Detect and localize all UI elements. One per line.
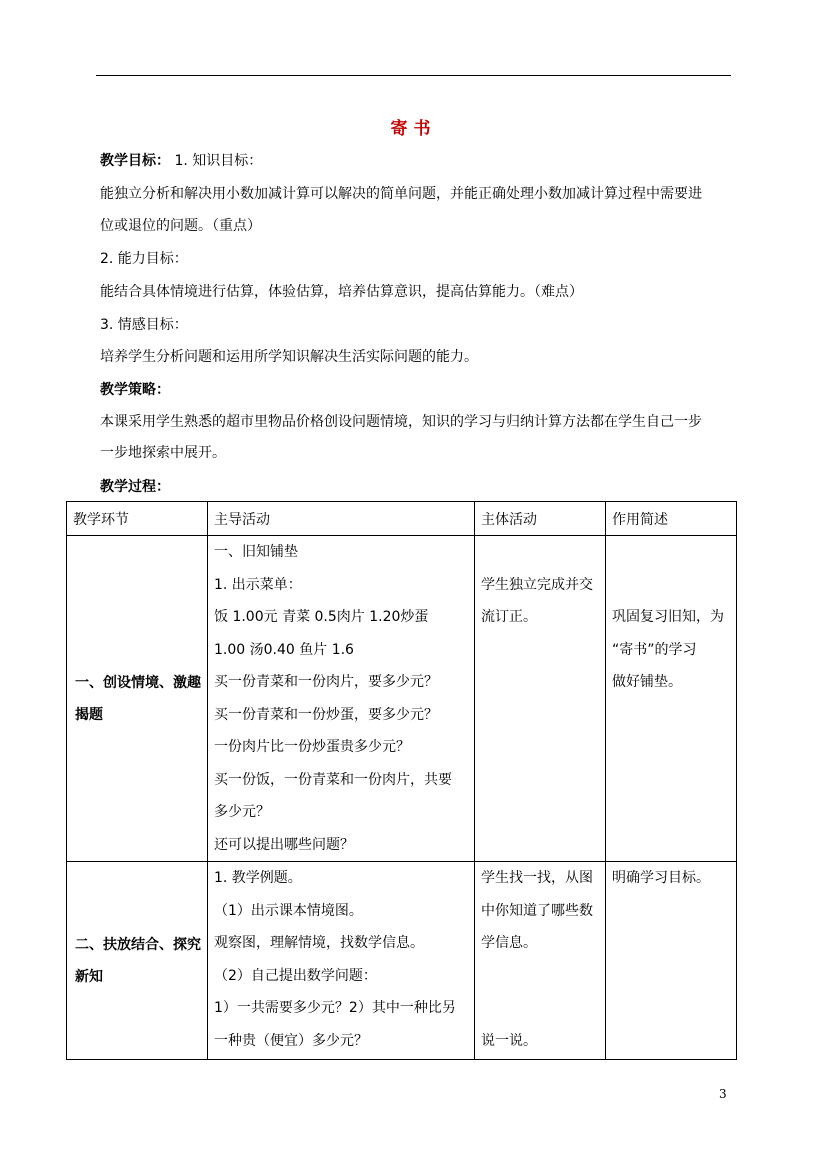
table-header-cell: 主体活动 xyxy=(475,502,606,536)
student-line: 中你知道了哪些数 xyxy=(481,902,593,919)
lead-activity-cell xyxy=(208,862,475,1060)
teaching-process-table xyxy=(66,501,737,1060)
purpose-line xyxy=(612,569,730,602)
student-line: 说一说。 xyxy=(481,1032,537,1049)
header-rule xyxy=(96,75,731,76)
goal2-text: 能结合具体情境进行估算，体验估算，培养估算意识，提高估算能力。（难点） xyxy=(100,284,583,300)
goal1-label: 1. 知识目标： xyxy=(174,153,263,169)
strategy-heading: 教学策略： xyxy=(100,382,170,398)
student-line: 学生独立完成并交 xyxy=(481,576,593,593)
purpose-line xyxy=(612,536,730,569)
stage-cell: 一、创设情境、激趣揭题 xyxy=(67,536,208,862)
goal3-label: 3. 情感目标： xyxy=(100,317,188,333)
student-line: 流订正。 xyxy=(481,609,537,625)
lead-line: 一、旧知铺垫 xyxy=(214,544,298,560)
process-heading: 教学过程： xyxy=(100,479,170,495)
goal2-label: 2. 能力目标： xyxy=(100,251,188,267)
table-header-cell: 主导活动 xyxy=(208,502,475,536)
student-line xyxy=(481,992,599,1025)
stage-cell: 二、扶放结合、探究新知 xyxy=(67,862,208,1060)
lead-line: 一份肉片比一份炒蛋贵多少元？ xyxy=(214,739,410,755)
lead-line: 买一份青菜和一份肉片，要多少元？ xyxy=(214,674,438,690)
table-row xyxy=(67,862,737,1060)
goal1-text-b: 位或退位的问题。（重点） xyxy=(100,218,261,234)
lead-line: 饭 1.00元 青菜 0.5肉片 1.20炒蛋 xyxy=(214,609,429,625)
table-header-cell: 作用简述 xyxy=(606,502,737,536)
purpose-line: 明确学习目标。 xyxy=(612,870,710,886)
page-title: 寄书 xyxy=(390,119,437,139)
purpose-cell xyxy=(606,862,737,1060)
lead-line: 还可以提出哪些问题？ xyxy=(214,836,354,853)
lead-activity-cell xyxy=(208,536,475,862)
purpose-line: 巩固复习旧知，为 xyxy=(612,609,724,625)
lead-line: 观察图，理解情境，找数学信息。 xyxy=(214,935,424,951)
strategy-text-a: 本课采用学生熟悉的超市里物品价格创设问题情境，知识的学习与归纳计算方法都在学生自己一步 xyxy=(100,414,702,430)
student-activity-cell xyxy=(475,862,606,1060)
lead-line: 1）一共需要多少元？2）其中一种比另 xyxy=(214,1000,456,1016)
student-line: 学信息。 xyxy=(481,935,537,951)
student-line xyxy=(481,960,599,993)
lead-line: 1. 出示菜单： xyxy=(214,576,302,593)
lead-line: 买一份饭，一份青菜和一份肉片，共要 xyxy=(214,771,452,788)
purpose-line: 做好铺垫。 xyxy=(612,674,682,690)
lead-line: 多少元？ xyxy=(214,804,270,820)
goal1-text-a: 能独立分析和解决用小数加减计算可以解决的简单问题，并能正确处理小数加减计算过程中需要进 xyxy=(100,186,702,202)
student-line xyxy=(481,536,599,569)
goals-line xyxy=(100,150,262,170)
lead-line: 买一份青菜和一份炒蛋，要多少元？ xyxy=(214,706,438,723)
purpose-cell xyxy=(606,536,737,862)
lead-line: （1）出示课本情境图。 xyxy=(214,902,363,919)
lead-line: 1.00 汤0.40 鱼片 1.6 xyxy=(214,641,354,658)
table-header-cell: 教学环节 xyxy=(67,502,208,536)
table-row xyxy=(67,536,737,862)
student-line: 学生找一找，从图 xyxy=(481,870,593,886)
lead-line: （2）自己提出数学问题： xyxy=(214,967,377,984)
goals-heading: 教学目标： xyxy=(100,153,170,169)
goal3-text: 培养学生分析问题和运用所学知识解决生活实际问题的能力。 xyxy=(100,349,478,365)
lead-line: 一种贵（便宜）多少元？ xyxy=(214,1032,368,1049)
lead-line: 1. 教学例题。 xyxy=(214,870,302,886)
purpose-line: “寄书”的学习 xyxy=(612,641,697,658)
student-activity-cell xyxy=(475,536,606,862)
page-number: 3 xyxy=(719,1087,727,1101)
strategy-text-b: 一步地探索中展开。 xyxy=(100,445,226,461)
table-header-row xyxy=(67,502,737,536)
